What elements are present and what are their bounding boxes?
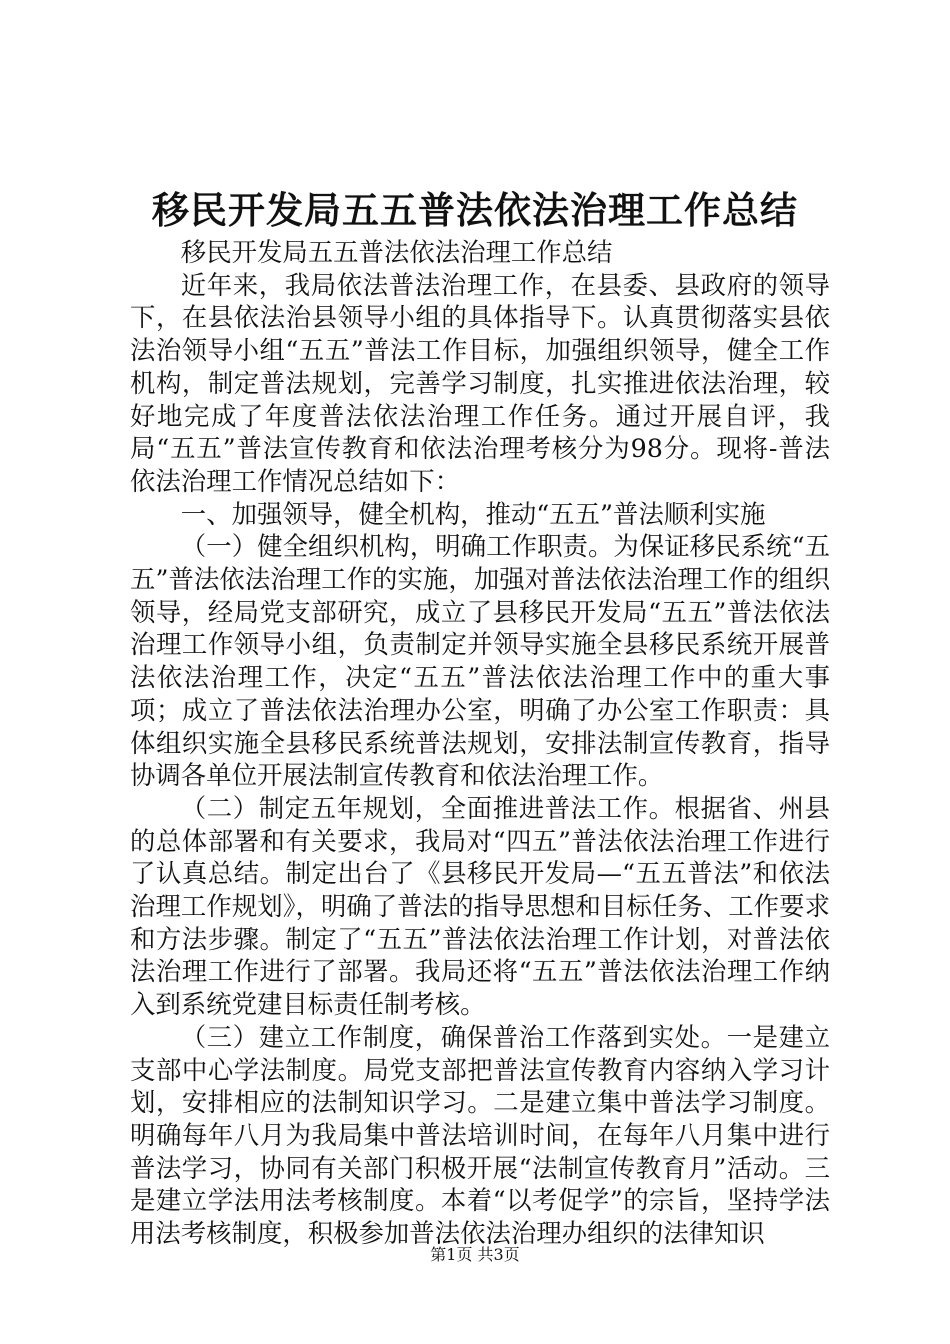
page-number-footer: 第1页 共3页 xyxy=(430,1245,520,1264)
page-title: 移民开发局五五普法依法治理工作总结 xyxy=(152,188,798,232)
paragraph-section-1-2: （二）制定五年规划，全面推进普法工作。根据省、州县的总体部署和有关要求，我局对“四五”普法依法治理工作进行了认真总结。制定出台了《县移民开发局—“五五普法”和依法治理工作规划》，明确了普法的指导思想和目标任务、工作要求和方法步骤。制定了“五五”普法依法治理工作计划，对普法依法治理工作进行了部署。我局还将“五五”普法依法治理工作纳入到系统党建目标责任制考核。 xyxy=(130,792,830,1020)
section-heading-1: 一、加强领导，健全机构，推动“五五”普法顺利实施 xyxy=(180,498,766,529)
document-body xyxy=(130,236,830,1250)
paragraph-section-1-3: （三）建立工作制度，确保普治工作落到实处。一是建立支部中心学法制度。局党支部把普法宣传教育内容纳入学习计划，安排相应的法制知识学习。二是建立集中普法学习制度。明确每年八月为我局集中普法培训时间，在每年八月集中进行普法学习，协同有关部门积极开展“法制宣传教育月”活动。三是建立学法用法考核制度。本着“以考促学”的宗旨，坚持学法用法考核制度，积极参加普法依法治理办组织的法律知识 xyxy=(130,1021,830,1249)
document-subtitle: 移民开发局五五普法依法治理工作总结 xyxy=(180,237,613,267)
paragraph-intro: 近年来，我局依法普法治理工作，在县委、县政府的领导下，在县依法治县领导小组的具体指导下。认真贯彻落实县依法治领导小组“五五”普法工作目标，加强组织领导，健全工作机构，制定普法规划，完善学习制度，扎实推进依法治理，较好地完成了年度普法依法治理工作任务。通过开展自评，我局“五五”普法宣传教育和依法治理考核分为98分。现将-普法依法治理工作情况总结如下： xyxy=(130,269,830,496)
paragraph-section-1-1: （一）健全组织机构，明确工作职责。为保证移民系统“五五”普法依法治理工作的实施，加强对普法依法治理工作的组织领导，经局党支部研究，成立了县移民开发局“五五”普法依法治理工作领导小组，负责制定并领导实施全县移民系统开展普法依法治理工作，决定“五五”普法依法治理工作中的重大事项；成立了普法依法治理办公室，明确了办公室工作职责：具体组织实施全县移民系统普法规划，安排法制宣传教育，指导协调各单位开展法制宣传教育和依法治理工作。 xyxy=(130,531,830,791)
